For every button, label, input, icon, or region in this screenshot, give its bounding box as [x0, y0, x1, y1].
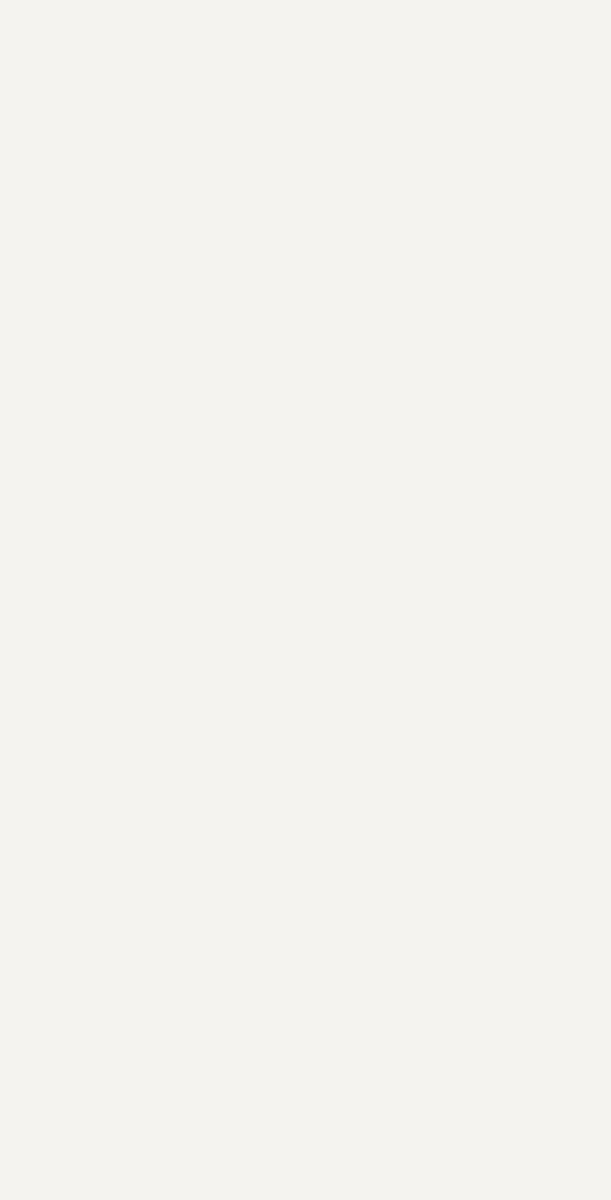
answer-line	[111, 543, 605, 562]
answer-line	[111, 840, 605, 859]
answer-line	[111, 802, 605, 821]
answer-line	[111, 470, 605, 489]
answer-line	[111, 617, 605, 636]
unit3-answers	[111, 543, 605, 710]
answer-line	[111, 212, 605, 231]
answer-line	[111, 488, 605, 507]
answer-line	[111, 673, 605, 692]
answer-line	[111, 323, 605, 342]
answer-line	[111, 395, 605, 414]
answer-line	[111, 230, 605, 249]
answer-line	[111, 175, 605, 194]
answer-line	[111, 728, 605, 747]
answer-line	[111, 562, 605, 581]
answer-line	[111, 636, 605, 655]
answer-line	[111, 286, 605, 305]
unit2-answers	[111, 358, 605, 525]
answer-line	[111, 655, 605, 674]
answer-line	[111, 156, 605, 175]
answer-line	[111, 599, 605, 618]
answer-line	[111, 580, 605, 599]
answer-line	[111, 414, 605, 433]
answer-line	[111, 821, 605, 840]
answer-line	[111, 249, 605, 268]
unit4-answers	[111, 728, 605, 877]
answer-line	[111, 507, 605, 526]
answer-line	[111, 451, 605, 470]
answer-line	[111, 747, 605, 766]
answer-line	[111, 765, 605, 784]
answer-line	[111, 858, 605, 877]
answer-line	[111, 358, 605, 377]
unit1-answers	[111, 156, 605, 342]
answer-line	[111, 268, 605, 287]
answer-line	[111, 193, 605, 212]
answer-line	[111, 692, 605, 711]
answer-line	[111, 377, 605, 396]
answer-line	[111, 305, 605, 324]
answer-line	[111, 784, 605, 803]
answer-line	[111, 432, 605, 451]
